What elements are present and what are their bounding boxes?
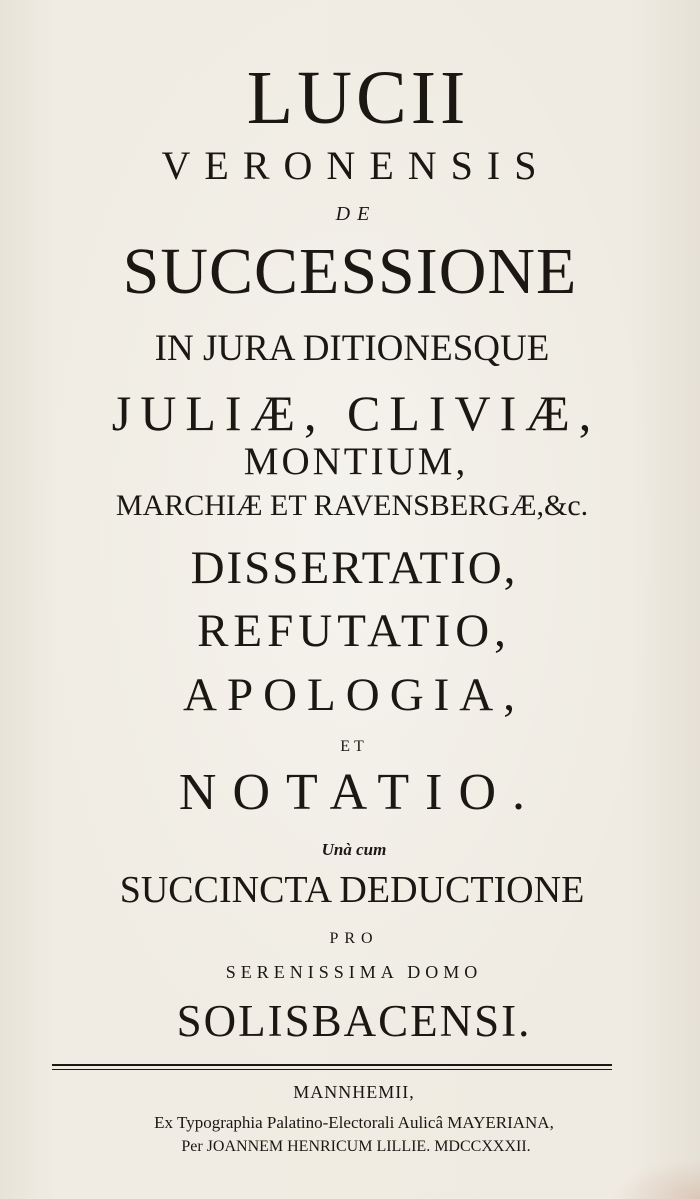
conjunction-et: ET [340, 738, 368, 755]
imprint-printer-name-date: Per JOANNEM HENRICUM LILLIE. MDCCXXXII. [181, 1138, 531, 1155]
title-preposition: DE [335, 203, 377, 225]
imprint-rule-thin [52, 1069, 612, 1070]
work-type-apologia: APOLOGIA, [183, 669, 525, 721]
deduction-line: SUCCINCTA DEDUCTIONE [119, 869, 585, 911]
work-type-refutatio: REFUTATIO, [197, 605, 511, 657]
work-type-notatio: NOTATIO. [178, 764, 542, 821]
author-origin: VERONENSIS [161, 143, 551, 188]
territories-line-3: MARCHIÆ ET RAVENSBERGÆ,&c. [115, 489, 589, 522]
una-cum-line: Unà cum [321, 840, 387, 859]
subtitle-line: IN JURA DITIONESQUE [154, 328, 550, 369]
territories-line-2: MONTIUM, [243, 440, 469, 483]
imprint-printer: Ex Typographia Palatino-Electorali Aulicâ MAYERIANA, [154, 1113, 554, 1132]
house-name: SOLISBACENSI. [176, 996, 532, 1046]
work-type-dissertatio: DISSERTATIO, [190, 542, 518, 594]
paper-stain [610, 1159, 700, 1199]
house-line: SERENISSIMA DOMO [225, 962, 483, 982]
pro-line: PRO [329, 930, 379, 947]
imprint-rule-thick [52, 1064, 612, 1066]
imprint-place: MANNHEMII, [293, 1082, 415, 1102]
author-name: LUCII [246, 56, 470, 140]
main-title: SUCCESSIONE [122, 235, 578, 308]
territories-line-1: JULIÆ, CLIVIÆ, [111, 385, 601, 441]
